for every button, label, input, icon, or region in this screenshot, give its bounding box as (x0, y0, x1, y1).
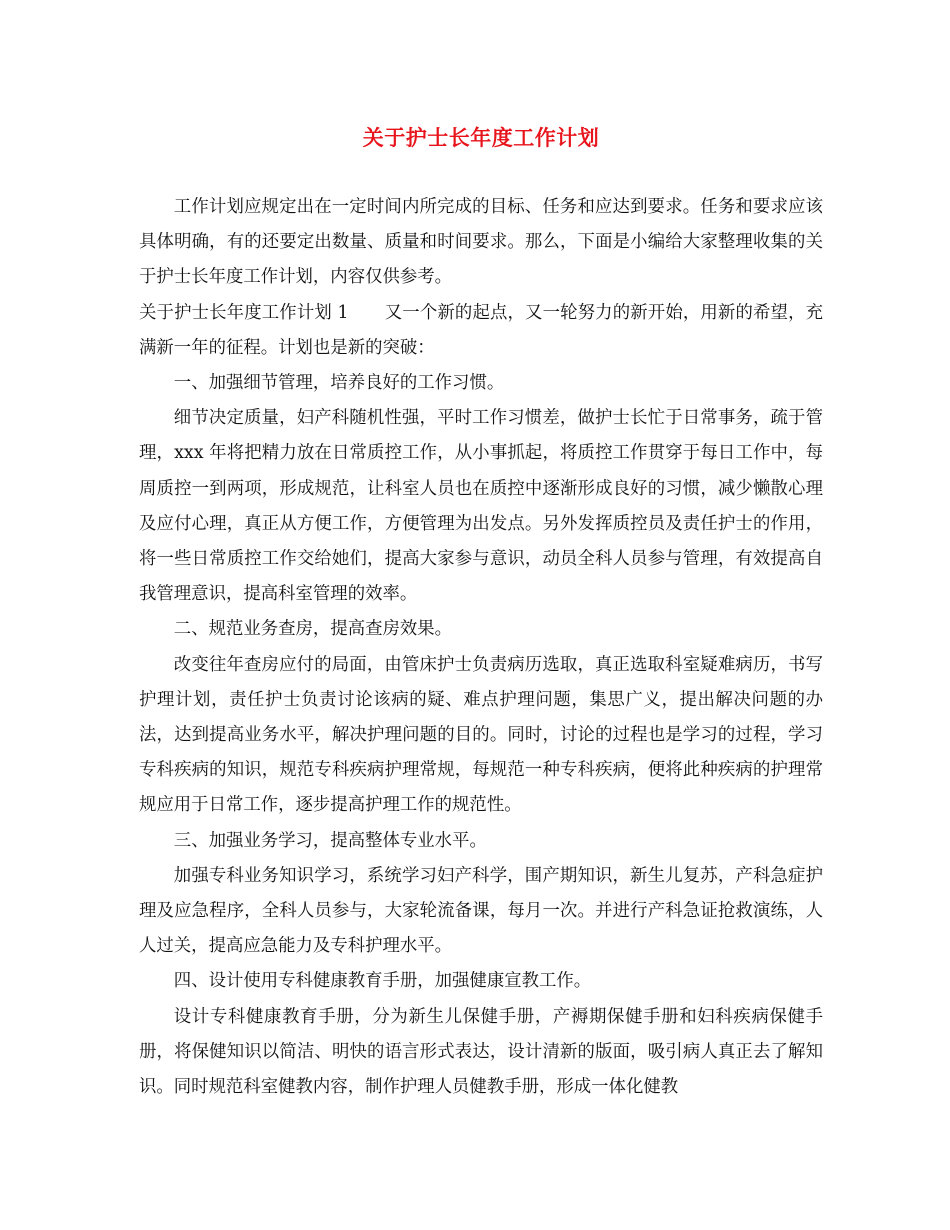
document-body (139, 190, 823, 1105)
document-title: 关于护士长年度工作计划 (362, 125, 600, 150)
plan1-paragraph (139, 296, 823, 366)
section-text-3: 加强专科业务知识学习，系统学习妇产科学，围产期知识，新生儿复苏，产科急症护理及应急程序，全科人员参与，大家轮流备课，每月一次。并进行产科急证抢救演练，人人过关，提高应急能力及专科护理水平。 (139, 865, 823, 957)
plan1-heading: 关于护士长年度工作计划 1 (139, 302, 349, 323)
section-text-4: 设计专科健康教育手册，分为新生儿保健手册，产褥期保健手册和妇科疾病保健手册，将保健知识以简洁、明快的语言形式表达，设计清新的版面，吸引病人真正去了解知识。同时规范科室健教内容，制作护理人员健教手册，形成一体化健教 (139, 1006, 823, 1098)
intro-paragraph: 工作计划应规定出在一定时间内所完成的目标、任务和应达到要求。任务和要求应该具体明确，有的还要定出数量、质量和时间要求。那么，下面是小编给大家整理收集的关于护士长年度工作计划，内容仅供参考。 (139, 197, 823, 288)
section-heading-3: 三、加强业务学习，提高整体专业水平。 (173, 830, 487, 851)
section-heading-2: 二、规范业务查房，提高查房效果。 (173, 619, 453, 640)
plan1-opening: 又一个新的起点，又一轮努力的新开始，用新的希望，充满新一年的征程。计划也是新的突破： (139, 302, 823, 358)
section-text-2: 改变往年查房应付的局面，由管床护士负责病历选取，真正选取科室疑难病历，书写护理计划，责任护士负责讨论该病的疑、难点护理问题，集思广义，提出解决问题的办法，达到提高业务水平，解决护理问题的目的。同时，讨论的过程也是学习的过程，学习专科疾病的知识，规范专科疾病护理常规，每规范一种专科疾病，便将此种疾病的护理常规应用于日常工作，逐步提高护理工作的规范性。 (139, 654, 823, 816)
section-heading-1: 一、加强细节管理，培养良好的工作习惯。 (173, 373, 505, 394)
section-text-1: 细节决定质量，妇产科随机性强，平时工作习惯差，做护士长忙于日常事务，疏于管理，xxx 年将把精力放在日常质控工作，从小事抓起，将质控工作贯穿于每日工作中，每周质控一到两项，形成规范，让科室人员也在质控中逐渐形成良好的习惯，减少懒散心理及应付心理，真正从方便工作，方便管理为出发点。另外发挥质控员及责任护士的作用，将一些日常质控工作交给她们，提高大家参与意识，动员全科人员参与管理，有效提高自我管理意识，提高科室管理的效率。 (139, 408, 823, 605)
section-heading-4: 四、设计使用专科健康教育手册，加强健康宣教工作。 (173, 971, 592, 992)
